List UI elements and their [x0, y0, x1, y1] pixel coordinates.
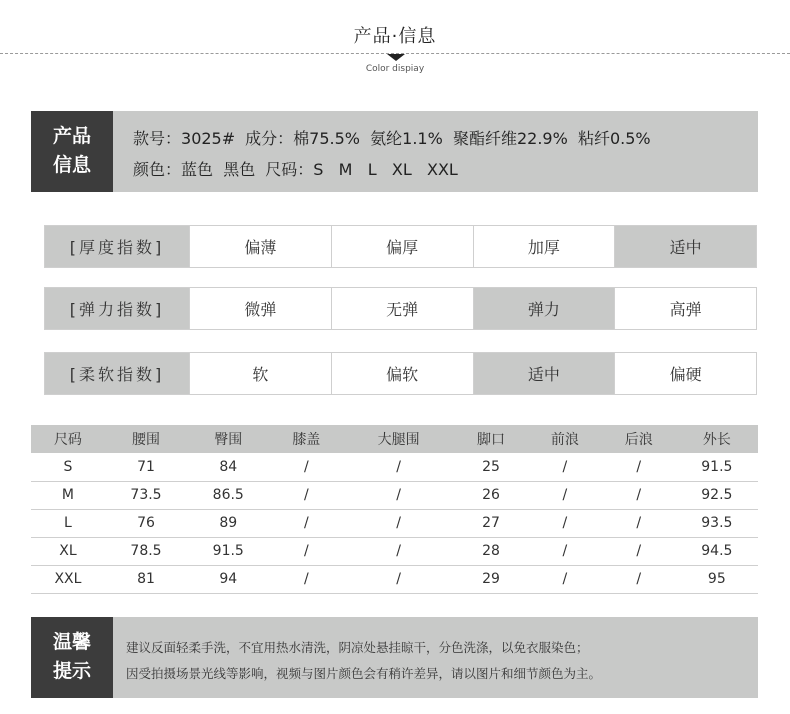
table-cell: / — [343, 565, 454, 593]
thickness-index-label: [厚度指数] — [45, 226, 189, 267]
table-cell: XL — [31, 537, 105, 565]
table-cell: 81 — [105, 565, 187, 593]
size-table — [31, 425, 758, 594]
col-header: 前浪 — [528, 425, 602, 453]
table-cell: / — [343, 453, 454, 481]
softness-option: 偏软 — [331, 353, 473, 394]
table-cell: / — [343, 509, 454, 537]
col-header: 大腿围 — [343, 425, 454, 453]
elasticity-index-row — [44, 287, 757, 330]
care-tips-label-line1: 温馨 — [52, 631, 91, 653]
section-title: 产品·信息 — [353, 26, 437, 47]
thickness-option: 偏厚 — [331, 226, 473, 267]
table-cell: 94 — [187, 565, 269, 593]
col-header: 后浪 — [602, 425, 676, 453]
col-header: 脚口 — [454, 425, 528, 453]
product-info-line-1 — [133, 126, 651, 149]
table-cell: 94.5 — [676, 537, 758, 565]
col-header: 尺码 — [31, 425, 105, 453]
table-cell: 92.5 — [676, 481, 758, 509]
col-header: 外长 — [676, 425, 758, 453]
product-info-line-2 — [133, 157, 458, 180]
table-cell: / — [343, 481, 454, 509]
table-cell: / — [269, 565, 343, 593]
size-value: S M L XL XXL — [313, 160, 458, 179]
table-row — [31, 509, 758, 537]
care-tip-line-2: 因受拍摄场景光线等影响，视频与图片颜色会有稍许差异，请以图片和细节颜色为主。 — [126, 666, 602, 681]
table-row — [31, 565, 758, 593]
table-cell: / — [269, 509, 343, 537]
product-info-label-line1: 产品 — [52, 125, 91, 147]
table-cell: 29 — [454, 565, 528, 593]
table-cell: 86.5 — [187, 481, 269, 509]
table-cell: / — [528, 537, 602, 565]
elasticity-option: 高弹 — [614, 288, 756, 329]
table-cell: L — [31, 509, 105, 537]
table-row — [31, 453, 758, 481]
composition-label: 成分： — [245, 129, 294, 148]
table-cell: / — [528, 481, 602, 509]
table-cell: 95 — [676, 565, 758, 593]
table-cell: 78.5 — [105, 537, 187, 565]
product-info-panel — [31, 111, 758, 192]
table-cell: XXL — [31, 565, 105, 593]
size-table-header — [31, 425, 758, 453]
model-label: 款号： — [133, 129, 182, 148]
table-cell: 89 — [187, 509, 269, 537]
model-value: 3025# — [181, 129, 236, 148]
composition-value: 棉75.5% 氨纶1.1% 聚酯纤维22.9% 粘纤0.5% — [293, 129, 651, 148]
col-header: 膝盖 — [269, 425, 343, 453]
softness-option: 软 — [189, 353, 331, 394]
softness-option: 偏硬 — [614, 353, 756, 394]
table-cell: / — [528, 509, 602, 537]
table-cell: 73.5 — [105, 481, 187, 509]
thickness-option: 加厚 — [473, 226, 615, 267]
elasticity-option: 微弹 — [189, 288, 331, 329]
thickness-option: 适中 — [614, 226, 756, 267]
table-cell: 27 — [454, 509, 528, 537]
care-tips-label — [31, 617, 113, 698]
table-cell: / — [343, 537, 454, 565]
table-row — [31, 481, 758, 509]
care-tips-panel — [31, 617, 758, 698]
table-cell: / — [602, 565, 676, 593]
color-label: 颜色： — [133, 160, 182, 179]
care-tip-line-1: 建议反面轻柔手洗，不宜用热水清洗，阴凉处悬挂晾干，分色洗涤，以免衣服染色； — [126, 640, 589, 655]
table-cell: / — [602, 481, 676, 509]
table-cell: 76 — [105, 509, 187, 537]
table-cell: / — [602, 509, 676, 537]
color-value: 蓝色 黑色 — [181, 160, 256, 179]
table-cell: M — [31, 481, 105, 509]
elasticity-option: 弹力 — [473, 288, 615, 329]
size-label: 尺码： — [265, 160, 314, 179]
thickness-option: 偏薄 — [189, 226, 331, 267]
table-cell: 28 — [454, 537, 528, 565]
table-cell: 71 — [105, 453, 187, 481]
product-info-label-line2: 信息 — [52, 154, 91, 176]
col-header: 腰围 — [105, 425, 187, 453]
table-cell: / — [602, 453, 676, 481]
product-info-label — [31, 111, 113, 192]
table-cell: / — [528, 453, 602, 481]
col-header: 臀围 — [187, 425, 269, 453]
thickness-index-row — [44, 225, 757, 268]
table-cell: / — [269, 537, 343, 565]
table-cell: 25 — [454, 453, 528, 481]
table-cell: 91.5 — [187, 537, 269, 565]
table-cell: 91.5 — [676, 453, 758, 481]
elasticity-option: 无弹 — [331, 288, 473, 329]
elasticity-index-label: [弹力指数] — [45, 288, 189, 329]
care-tips-label-line2: 提示 — [52, 660, 91, 682]
table-row — [31, 537, 758, 565]
table-cell: / — [602, 537, 676, 565]
table-cell: 93.5 — [676, 509, 758, 537]
table-cell: / — [269, 453, 343, 481]
softness-option: 适中 — [473, 353, 615, 394]
table-cell: 26 — [454, 481, 528, 509]
table-cell: / — [528, 565, 602, 593]
table-cell: 84 — [187, 453, 269, 481]
section-subtitle: Color dispiay — [365, 64, 425, 74]
triangle-down-icon — [387, 54, 405, 61]
table-cell: / — [269, 481, 343, 509]
softness-index-label: [柔软指数] — [45, 353, 189, 394]
table-cell: S — [31, 453, 105, 481]
softness-index-row — [44, 352, 757, 395]
